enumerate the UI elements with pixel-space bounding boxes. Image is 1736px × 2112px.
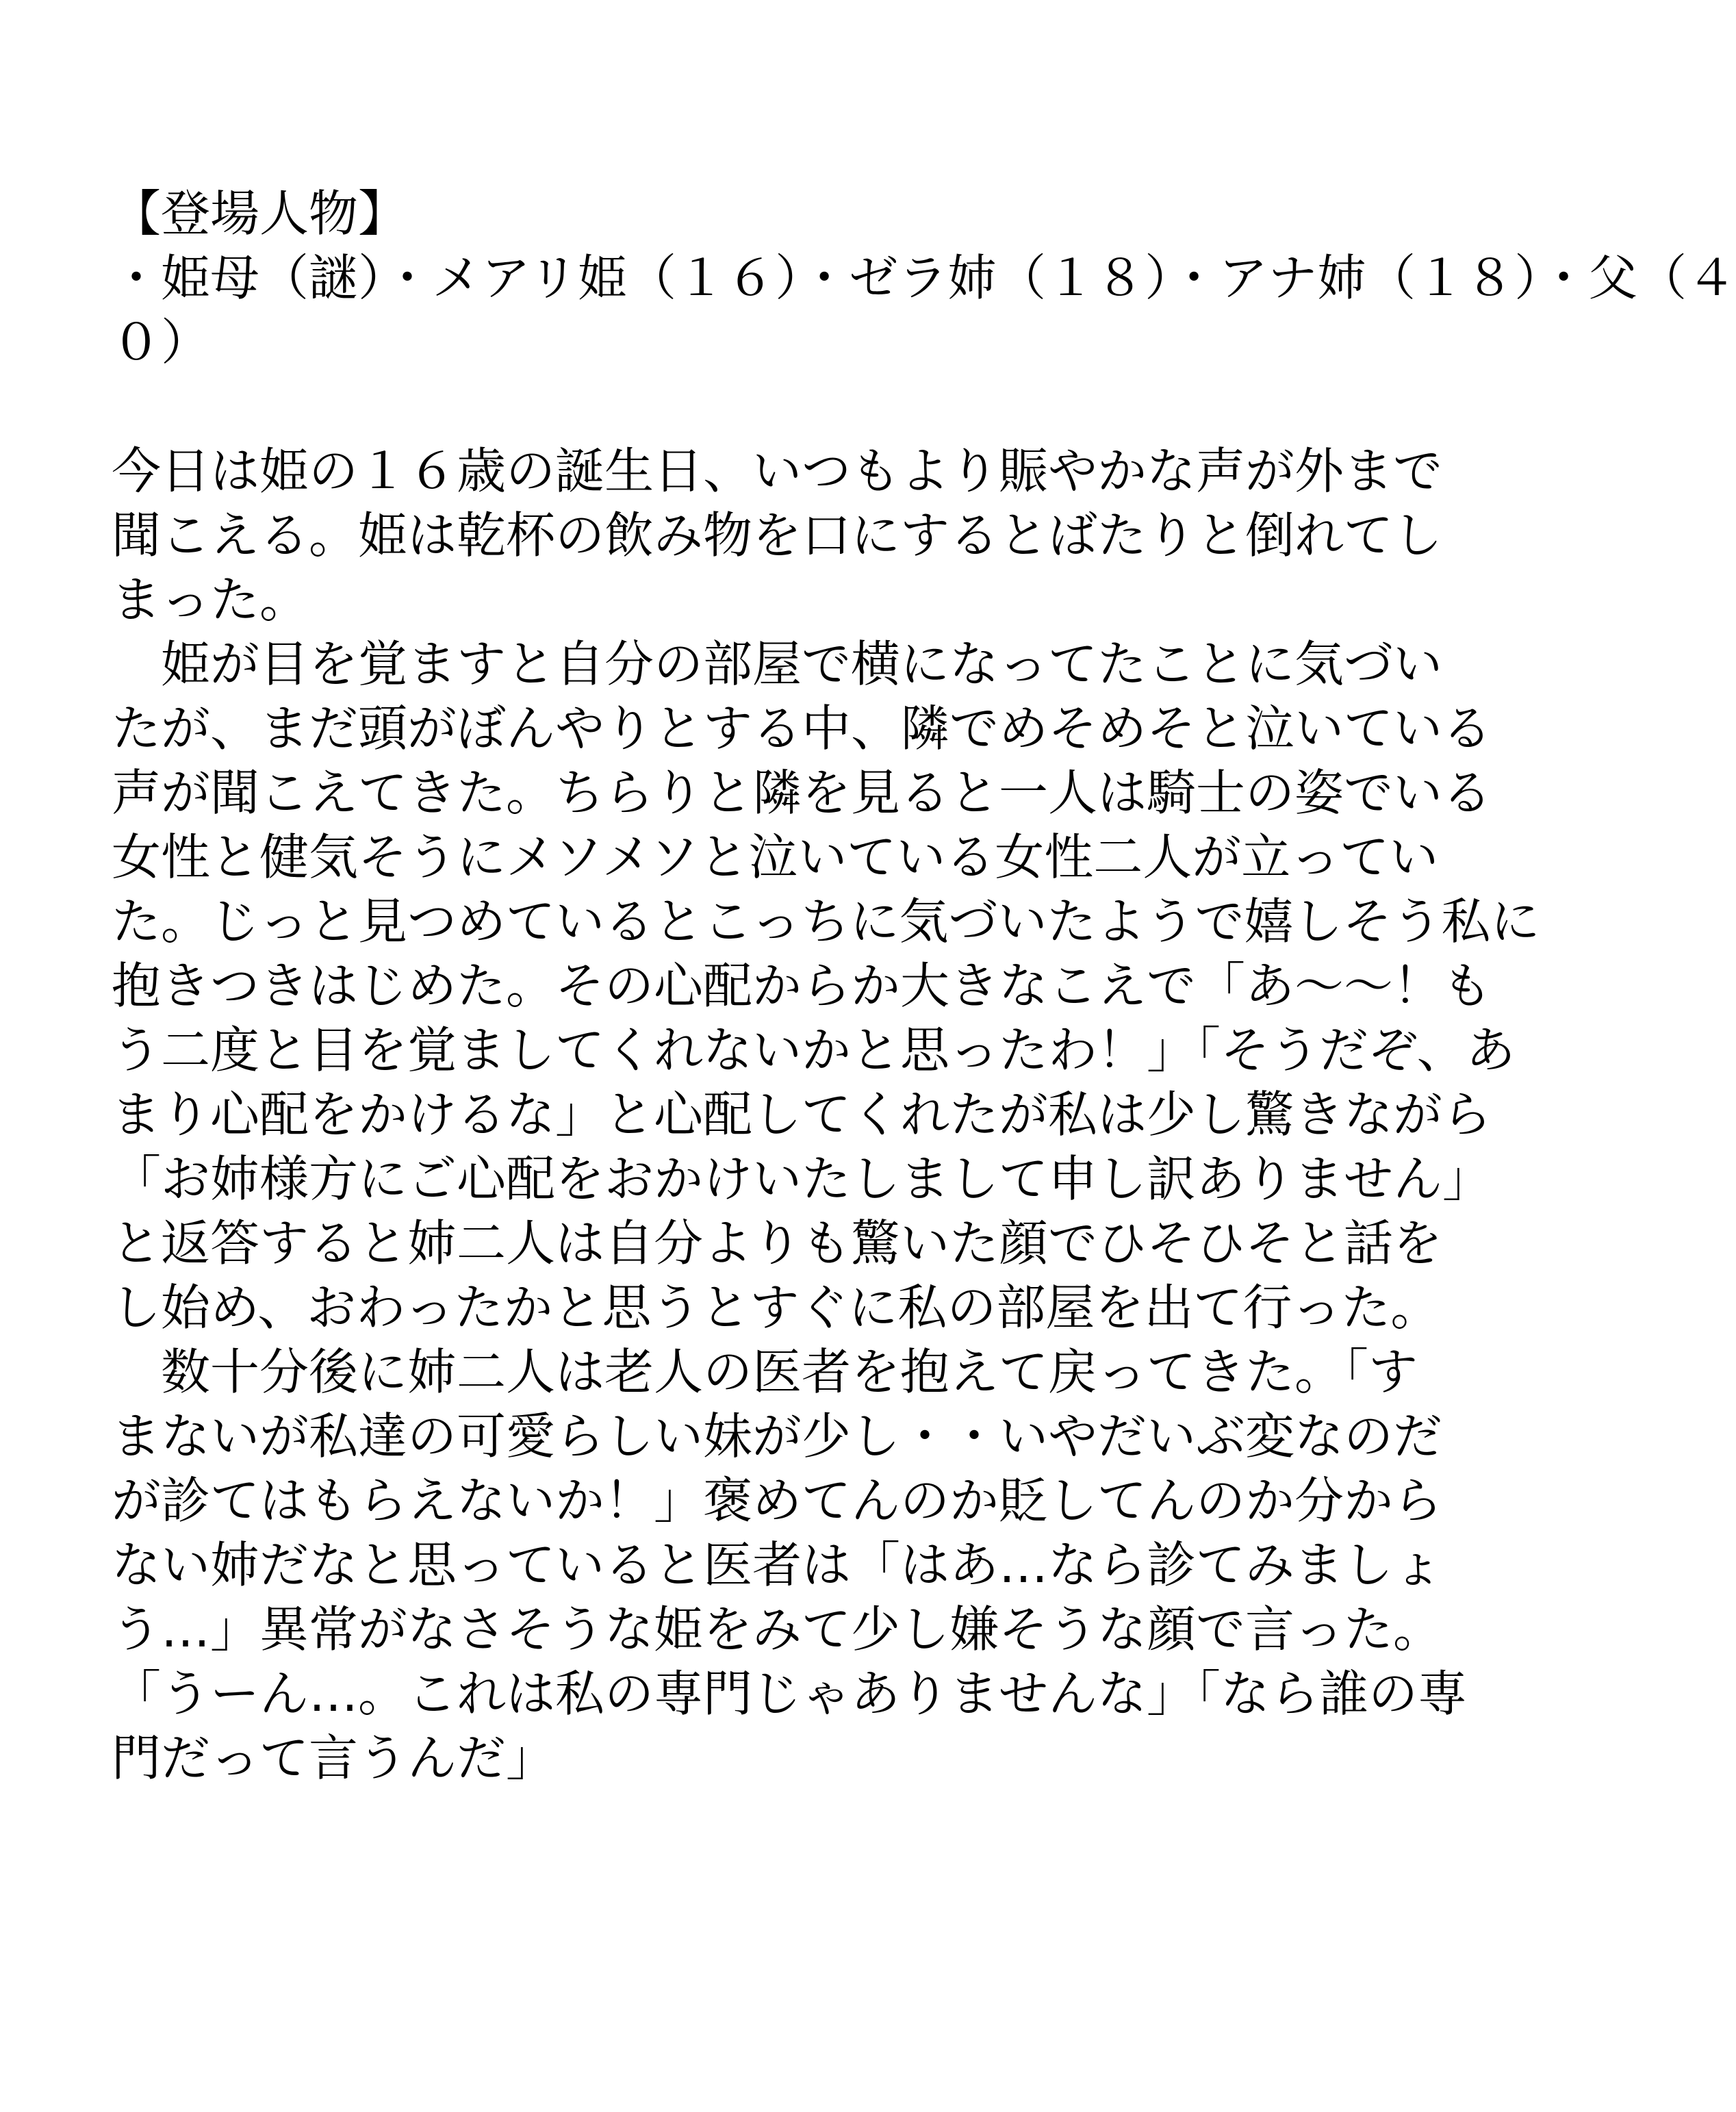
body-line: と返答すると姉二人は自分よりも驚いた顔でひそひそと話を: [112, 1214, 1443, 1272]
heading-characters: 【登場人物】: [112, 185, 408, 242]
body-line: 「お姉様方にご心配をおかけいたしまして申し訳ありません」: [112, 1150, 1492, 1208]
body-line: まないが私達の可愛らしい妹が少し・・いやだいぶ変なのだ: [112, 1408, 1443, 1465]
body-line: 抱きつきはじめた。その心配からか大きなこえで「あ～～！も: [112, 957, 1492, 1015]
characters-line: ０）: [112, 314, 211, 371]
body-line: まった。: [112, 571, 309, 628]
body-line: 女性と健気そうにメソメソと泣いている女性二人が立ってい: [112, 828, 1439, 886]
blank-line: [112, 374, 1399, 439]
body-line: 数十分後に姉二人は老人の医者を抱えて戻ってきた。「す: [112, 1343, 1418, 1401]
characters-line: ・姫母（謎）・メアリ姫（１６）・ゼラ姉（１８）・アナ姉（１８）・父（４: [112, 249, 1736, 307]
body-line: う…」異常がなさそうな姫をみて少し嫌そうな顔で言った。: [112, 1601, 1443, 1658]
body-line: たが、まだ頭がぼんやりとする中、隣でめそめそと泣いている: [112, 700, 1492, 757]
body-line: し始め、おわったかと思うとすぐに私の部屋を出て行った。: [112, 1279, 1440, 1336]
body-line: 聞こえる。姫は乾杯の飲み物を口にするとばたりと倒れてし: [112, 507, 1443, 564]
body-line: まり心配をかけるな」と心配してくれたが私は少し驚きながら: [112, 1086, 1492, 1143]
body-line: 「うーん…。これは私の専門じゃありませんな」「なら誰の専: [112, 1665, 1468, 1722]
body-line: 姫が目を覚ますと自分の部屋で横になってたことに気づい: [112, 635, 1443, 693]
body-line: ない姉だなと思っていると医者は「はあ…なら診てみましょ: [112, 1536, 1443, 1594]
body-line: 声が聞こえてきた。ちらりと隣を見ると一人は騎士の姿でいる: [112, 764, 1492, 822]
body-line: う二度と目を覚ましてくれないかと思ったわ！」「そうだぞ、あ: [112, 1021, 1516, 1079]
body-line: が診てはもらえないか！」褒めてんのか貶してんのか分から: [112, 1472, 1443, 1529]
body-line: 門だって言うんだ」: [112, 1729, 556, 1787]
body-line: 今日は姫の１６歳の誕生日、いつもより賑やかな声が外まで: [112, 442, 1443, 500]
body-line: た。じっと見つめているとこっちに気づいたようで嬉しそう私に: [112, 893, 1540, 950]
document-text: [112, 181, 1736, 1790]
